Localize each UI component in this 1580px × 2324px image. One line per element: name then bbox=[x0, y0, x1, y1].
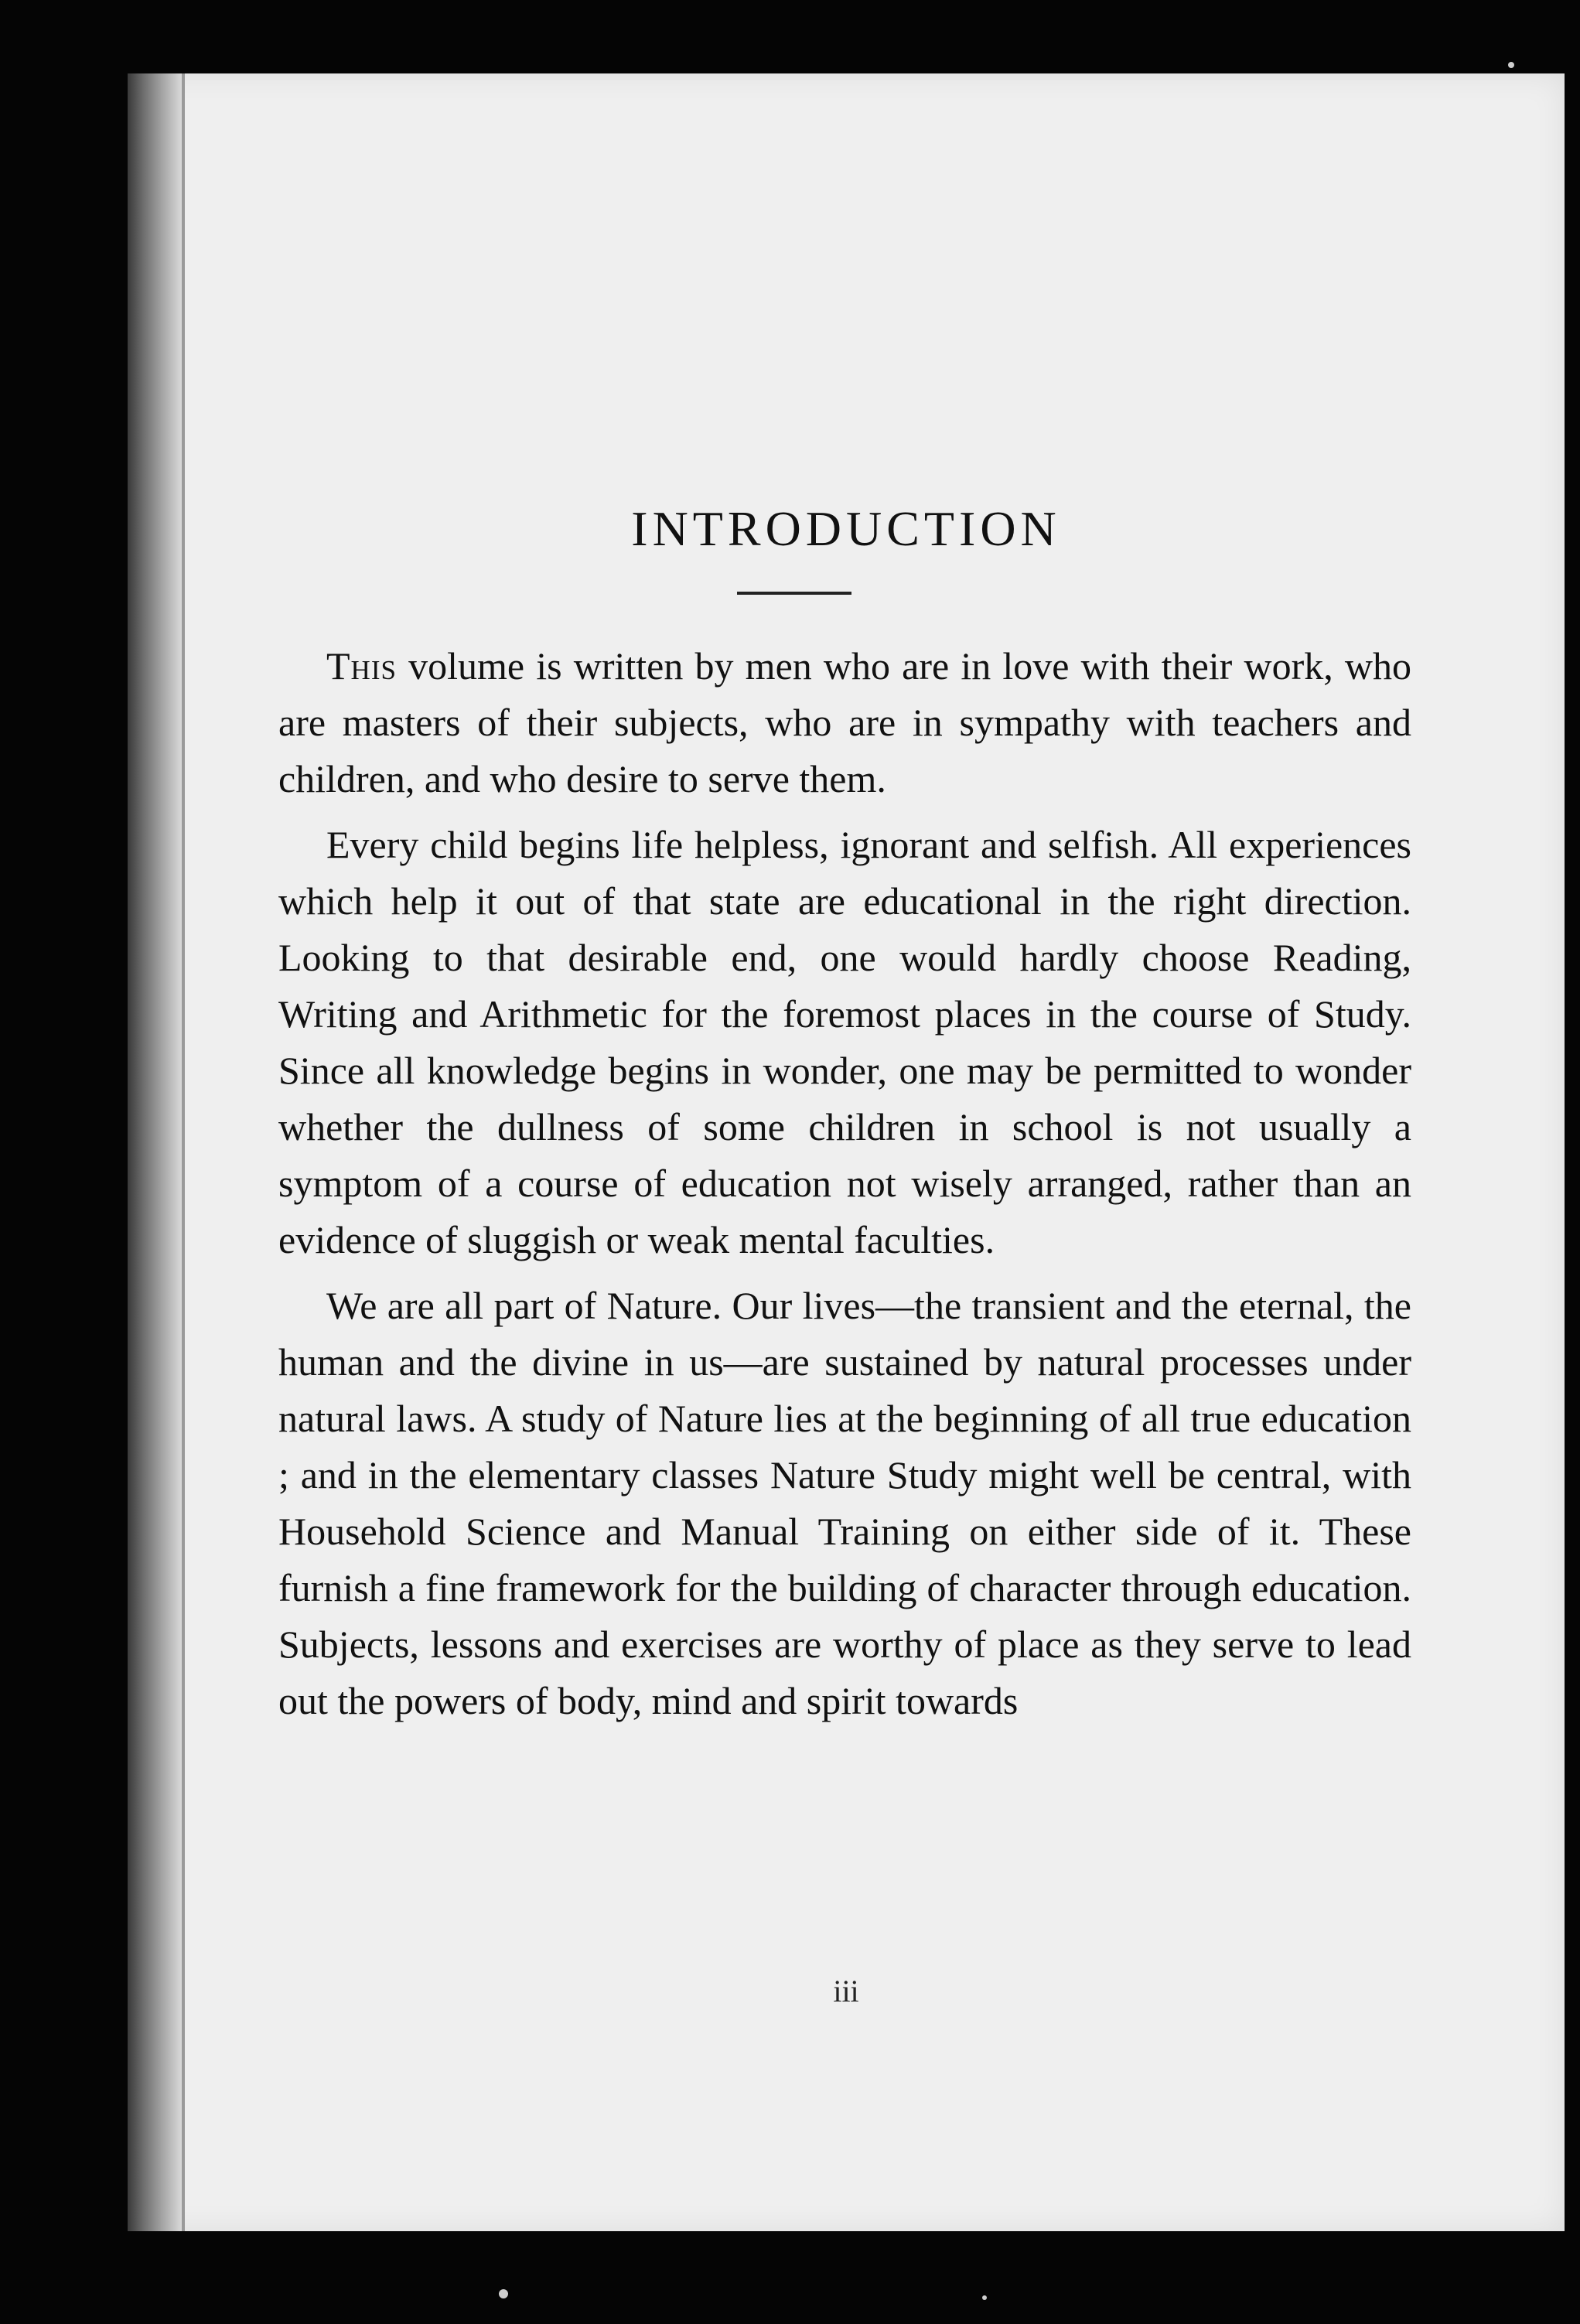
paragraph-text: volume is written by men who are in love with their work, who are masters of their subjects, who are in sympathy with teachers and children, and who desire to serve them. bbox=[278, 644, 1411, 800]
page-number: iii bbox=[833, 1974, 859, 2008]
body-text bbox=[278, 638, 1411, 1739]
scan-speck bbox=[982, 2295, 987, 2300]
title-rule bbox=[737, 592, 851, 595]
scan-speck bbox=[1508, 62, 1514, 68]
gutter-fold-line bbox=[182, 73, 185, 2231]
paragraph: We are all part of Nature. Our lives—the transient and the eternal, the human and the divine in us—are sustained by natural processes under natural laws. A study of Nature lies at the beginning of all true education ; and in the elementary classes Nature Study might well be central, with Household Science and Manual Training on either side of it. These furnish a fine framework for the building of character through education. Subjects, lessons and exercises are worthy of place as they serve to lead out the powers of body, mind and spirit towards bbox=[278, 1284, 1411, 1722]
paragraph-lead-word: This bbox=[326, 644, 397, 688]
chapter-title: INTRODUCTION bbox=[631, 501, 1061, 556]
paragraph bbox=[278, 638, 1411, 807]
page-gutter-shadow bbox=[128, 73, 182, 2231]
book-page bbox=[128, 73, 1565, 2231]
scan-speck bbox=[499, 2289, 508, 2298]
paragraph: Every child begins life helpless, ignorant and selfish. All experiences which help it out of that state are educational in the right direction. Looking to that desirable end, one would hardly choose Reading, Writing and Arithmetic for the foremost places in the course of Study. Since all knowledge begins in wonder, one may be permitted to wonder whether the dullness of some children in school is not usually a symptom of a course of education not wisely arranged, rather than an evidence of sluggish or weak mental faculties. bbox=[278, 823, 1411, 1261]
